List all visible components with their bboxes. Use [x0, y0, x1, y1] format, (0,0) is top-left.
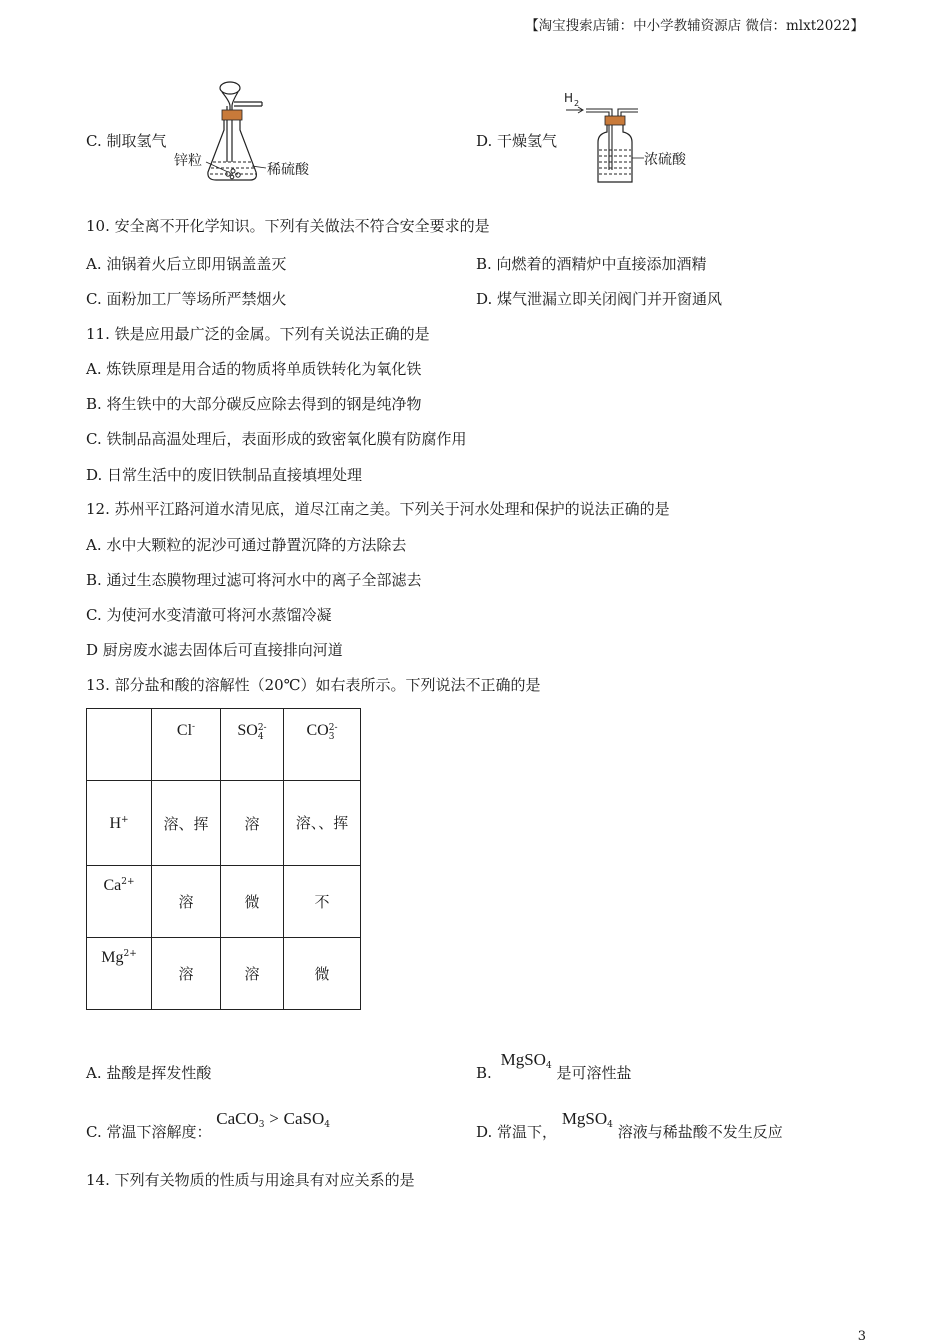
- header-cell-chloride: Cl-: [152, 709, 221, 781]
- q10-option-c: C. 面粉加工厂等场所严禁烟火: [86, 290, 287, 308]
- table-cell: 微: [284, 938, 361, 1010]
- q13-option-d: D. 常温下， MgSO$_4$ 溶液与稀盐酸不发生反应: [476, 1109, 783, 1141]
- q11-option-a: A. 炼铁原理是用合适的物质将单质铁转化为氧化铁: [86, 360, 422, 378]
- q13-option-b: B. MgSO$_4$ 是可溶性盐: [476, 1050, 632, 1082]
- q9-option-c: C. 制取氢气: [86, 132, 167, 150]
- table-cell: 溶、挥: [152, 781, 221, 866]
- q11-stem: 11. 铁是应用最广泛的金属。下列有关说法正确的是: [86, 325, 430, 343]
- q12-option-d: D 厨房废水滤去固体后可直接排向河道: [86, 641, 343, 659]
- q13-option-c: C. 常温下溶解度： CaCO$_3$ > CaSO$_4$: [86, 1109, 331, 1141]
- page-number: 3: [857, 1329, 866, 1344]
- row-header-calcium: $Ca^{2+}$: [87, 866, 152, 938]
- hydrogen-generator-figure: [170, 76, 320, 188]
- gas-formula: H: [564, 91, 574, 105]
- table-corner-cell: [87, 709, 152, 781]
- q10-option-b: B. 向燃着的酒精炉中直接添加酒精: [476, 255, 707, 273]
- q11-option-d: D. 日常生活中的废旧铁制品直接填埋处理: [86, 466, 363, 484]
- q11-option-b: B. 将生铁中的大部分碳反应除去得到的钢是纯净物: [86, 395, 422, 413]
- q10-stem: 10. 安全离不开化学知识。下列有关做法不符合安全要求的是: [86, 217, 490, 235]
- q11-option-c: C. 铁制品高温处理后，表面形成的致密氧化膜有防腐作用: [86, 430, 467, 448]
- row-header-magnesium: $Mg^{2+}$: [87, 938, 152, 1010]
- q13-stem: 13. 部分盐和酸的溶解性（20℃）如右表所示。下列说法不正确的是: [86, 676, 541, 694]
- conc-acid-label: 浓硫酸: [644, 152, 686, 168]
- dilute-acid-label: 稀硫酸: [267, 162, 309, 178]
- q10-option-d: D. 煤气泄漏立即关闭阀门并开窗通风: [476, 290, 723, 308]
- gas-formula-sub: 2: [574, 99, 580, 108]
- q12-option-b: B. 通过生态膜物理过滤可将河水中的离子全部滤去: [86, 571, 422, 589]
- q13-option-a: A. 盐酸是挥发性酸: [86, 1064, 212, 1082]
- q12-stem: 12. 苏州平江路河道水清见底，道尽江南之美。下列关于河水处理和保护的说法正确的是: [86, 500, 670, 518]
- table-cell: 微: [221, 866, 284, 938]
- q10-option-a: A. 油锅着火后立即用锅盖盖灭: [86, 255, 287, 273]
- q12-option-c: C. 为使河水变清澈可将河水蒸馏冷凝: [86, 606, 332, 624]
- solubility-table: [86, 708, 361, 1010]
- page-header: 【淘宝搜索店铺：中小学教辅资源店 微信：mlxt2022】: [525, 18, 864, 34]
- header-cell-carbonate: CO2- 3: [284, 709, 361, 781]
- header-cell-sulfate: SO2- 4: [221, 709, 284, 781]
- table-cell: 溶: [152, 938, 221, 1010]
- gas-drying-bottle-figure: [560, 88, 700, 186]
- table-cell: 溶: [221, 781, 284, 866]
- zinc-label: 锌粒: [174, 153, 202, 169]
- q9-option-d: D. 干燥氢气: [476, 132, 558, 150]
- q12-option-a: A. 水中大颗粒的泥沙可通过静置沉降的方法除去: [86, 536, 407, 554]
- table-cell: 溶、、挥: [284, 781, 361, 866]
- table-cell: 溶: [221, 938, 284, 1010]
- table-cell: 不: [284, 866, 361, 938]
- q14-stem: 14. 下列有关物质的性质与用途具有对应关系的是: [86, 1171, 415, 1189]
- table-cell: 溶: [152, 866, 221, 938]
- row-header-hydrogen: H+: [87, 781, 152, 866]
